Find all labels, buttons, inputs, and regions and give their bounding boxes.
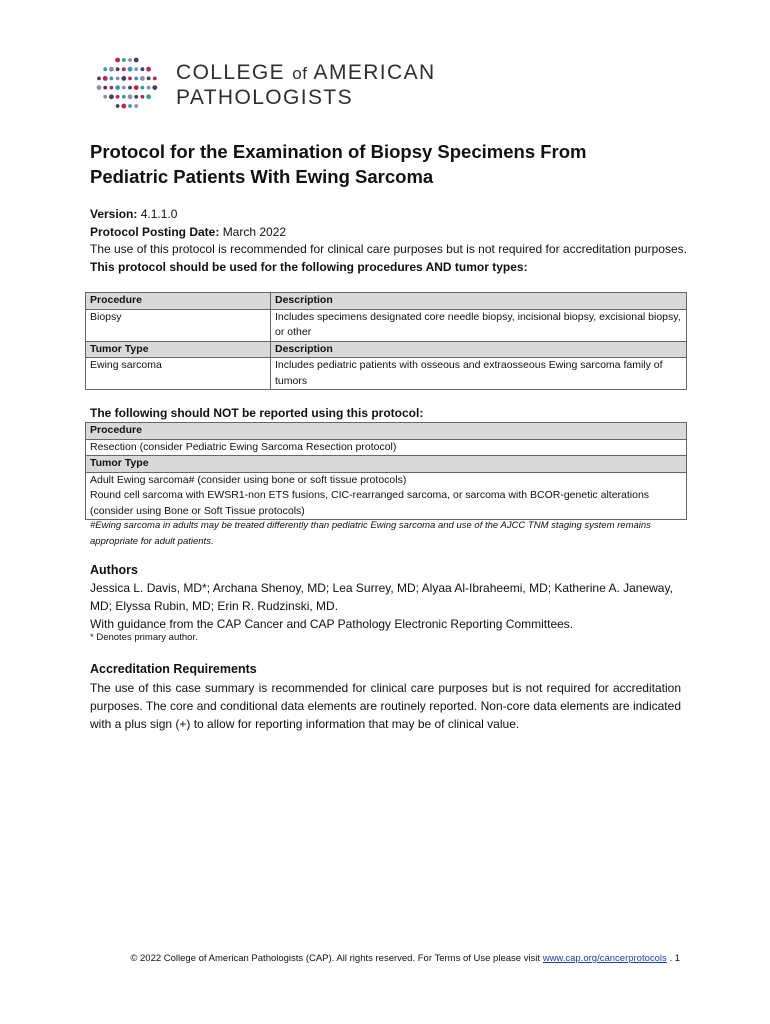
logo-dot <box>103 67 107 71</box>
procedure-header: Procedure <box>86 293 271 310</box>
logo-dot <box>128 104 132 108</box>
logo-dot <box>122 67 126 71</box>
logo-dot <box>128 86 132 90</box>
not-reported-heading: The following should NOT be reported using this protocol: <box>90 406 424 420</box>
version-value: 4.1.1.0 <box>140 207 178 221</box>
applicable-procedures-table <box>85 292 687 390</box>
logo-wordmark <box>176 61 436 110</box>
authors-heading: Authors <box>90 563 138 577</box>
logo-dot <box>121 76 126 81</box>
logo-dot <box>109 67 114 72</box>
table-row <box>86 423 687 440</box>
tumor-type-cell: Ewing sarcoma <box>86 358 271 390</box>
logo-dot <box>110 77 114 81</box>
not-procedure-header: Procedure <box>86 423 687 440</box>
logo-dot <box>115 85 120 90</box>
accreditation-text: The use of this case summary is recommended for clinical care purposes but is not required for accreditation purposes. The core and conditional data elements are routinely reported. Non-core data elements are indicated with a plus sign (+) to allow for reporting information that may be of clinical value. <box>90 681 681 731</box>
version-label: Version: <box>90 207 138 221</box>
table-row <box>86 309 687 341</box>
procedure-description-cell: Includes specimens designated core needle biopsy, incisional biopsy, excisional biopsy, or other <box>271 309 687 341</box>
logo-dot <box>153 77 157 81</box>
logo-dot <box>134 58 139 63</box>
page-title <box>90 139 690 189</box>
tumor-type-header: Tumor Type <box>86 341 271 358</box>
page-footer <box>90 953 680 964</box>
logo-dot <box>128 58 132 62</box>
logo-word-american: AMERICAN <box>313 61 436 84</box>
tumor-description-cell: Includes pediatric patients with osseous and extraosseous Ewing sarcoma family of tumors <box>271 358 687 390</box>
logo-dot <box>141 95 145 99</box>
logo-dot <box>141 67 145 71</box>
logo-dot <box>103 86 107 90</box>
logo-dot <box>140 76 145 81</box>
logo-dot <box>134 104 138 108</box>
logo-dot <box>97 77 101 81</box>
not-tumor-line-1: Adult Ewing sarcoma# (consider using bone or soft tissue protocols) <box>90 473 407 486</box>
title-line-1: Protocol for the Examination of Biopsy Specimens From <box>90 141 587 162</box>
not-tumor-header: Tumor Type <box>86 456 687 473</box>
logo-dot <box>128 67 133 72</box>
author-names: Jessica L. Davis, MD*; Archana Shenoy, MD; Lea Surrey, MD; Alyaa Al-Ibraheemi, MD; Katherine A. Janeway, MD; Elyssa Rubin, MD; Erin R. Rudzinski, MD. <box>90 581 673 613</box>
logo-dot <box>115 58 120 63</box>
logo-dot <box>97 85 102 90</box>
accreditation-heading: Accreditation Requirements <box>90 662 257 676</box>
procedure-cell: Biopsy <box>86 309 271 341</box>
logo-dot <box>128 94 133 99</box>
primary-author-note: * Denotes primary author. <box>90 632 198 643</box>
cancer-protocols-link[interactable]: www.cap.org/cancerprotocols <box>542 953 667 964</box>
table-row <box>86 456 687 473</box>
logo-dot <box>103 95 107 99</box>
logo-dot <box>146 94 151 99</box>
logo-dot <box>134 67 138 71</box>
should-use-heading: This protocol should be used for the following procedures AND tumor types: <box>90 259 528 274</box>
logo-dot <box>116 77 120 81</box>
authors-block <box>90 579 690 633</box>
table-row <box>86 358 687 390</box>
logo-dot <box>146 67 151 72</box>
footnote: #Ewing sarcoma in adults may be treated differently than pediatric Ewing sarcoma and use of the AJCC TNM staging system remains appropriate for adult patients. <box>90 520 651 547</box>
not-reported-table <box>85 422 687 520</box>
not-procedure-cell: Resection (consider Pediatric Ewing Sarcoma Resection protocol) <box>86 439 687 456</box>
page-number: . 1 <box>669 953 680 964</box>
logo-dot <box>122 95 126 99</box>
table-row <box>86 341 687 358</box>
title-line-2: Pediatric Patients With Ewing Sarcoma <box>90 166 434 187</box>
description-header: Description <box>271 293 687 310</box>
logo-dot <box>122 58 126 62</box>
logo-dot <box>116 95 120 99</box>
logo-dot <box>134 77 138 81</box>
logo-dot <box>147 77 151 81</box>
copyright-text: © 2022 College of American Pathologists (CAP). All rights reserved. For Terms of Use please visit <box>130 953 541 964</box>
tumor-description-header: Description <box>271 341 687 358</box>
logo-dot <box>109 94 114 99</box>
logo-word-pathologists: PATHOLOGISTS <box>176 86 354 109</box>
table-row <box>86 293 687 310</box>
logo-dot <box>141 86 145 90</box>
logo-dot <box>147 86 151 90</box>
not-tumor-cell <box>86 472 687 520</box>
logo-dot <box>122 86 126 90</box>
logo-dot <box>121 104 126 109</box>
posting-date-value: March 2022 <box>222 224 287 239</box>
logo-dot <box>116 104 120 108</box>
table-row <box>86 472 687 520</box>
protocol-meta <box>90 206 690 276</box>
cap-logo <box>94 55 474 113</box>
logo-dot <box>103 76 108 81</box>
use-note: The use of this protocol is recommended for clinical care purposes but is not required for accreditation purposes. <box>90 242 687 256</box>
logo-word-college: COLLEGE <box>176 61 286 84</box>
logo-word-of: of <box>292 64 308 83</box>
logo-dot <box>116 67 120 71</box>
logo-dot <box>134 85 139 90</box>
dot-grid-icon <box>94 55 164 113</box>
logo-dot <box>134 95 138 99</box>
logo-dot <box>110 86 114 90</box>
logo-dot <box>128 77 132 81</box>
author-guidance: With guidance from the CAP Cancer and CAP Pathology Electronic Reporting Committees. <box>90 617 574 631</box>
logo-dot <box>152 85 157 90</box>
table-row <box>86 439 687 456</box>
posting-date-label: Protocol Posting Date: <box>90 224 220 239</box>
not-tumor-line-2: Round cell sarcoma with EWSR1-non ETS fusions, CIC-rearranged sarcoma, or sarcoma with BCOR-genetic alterations (consider using Bone or Soft Tissue protocols) <box>90 489 650 517</box>
